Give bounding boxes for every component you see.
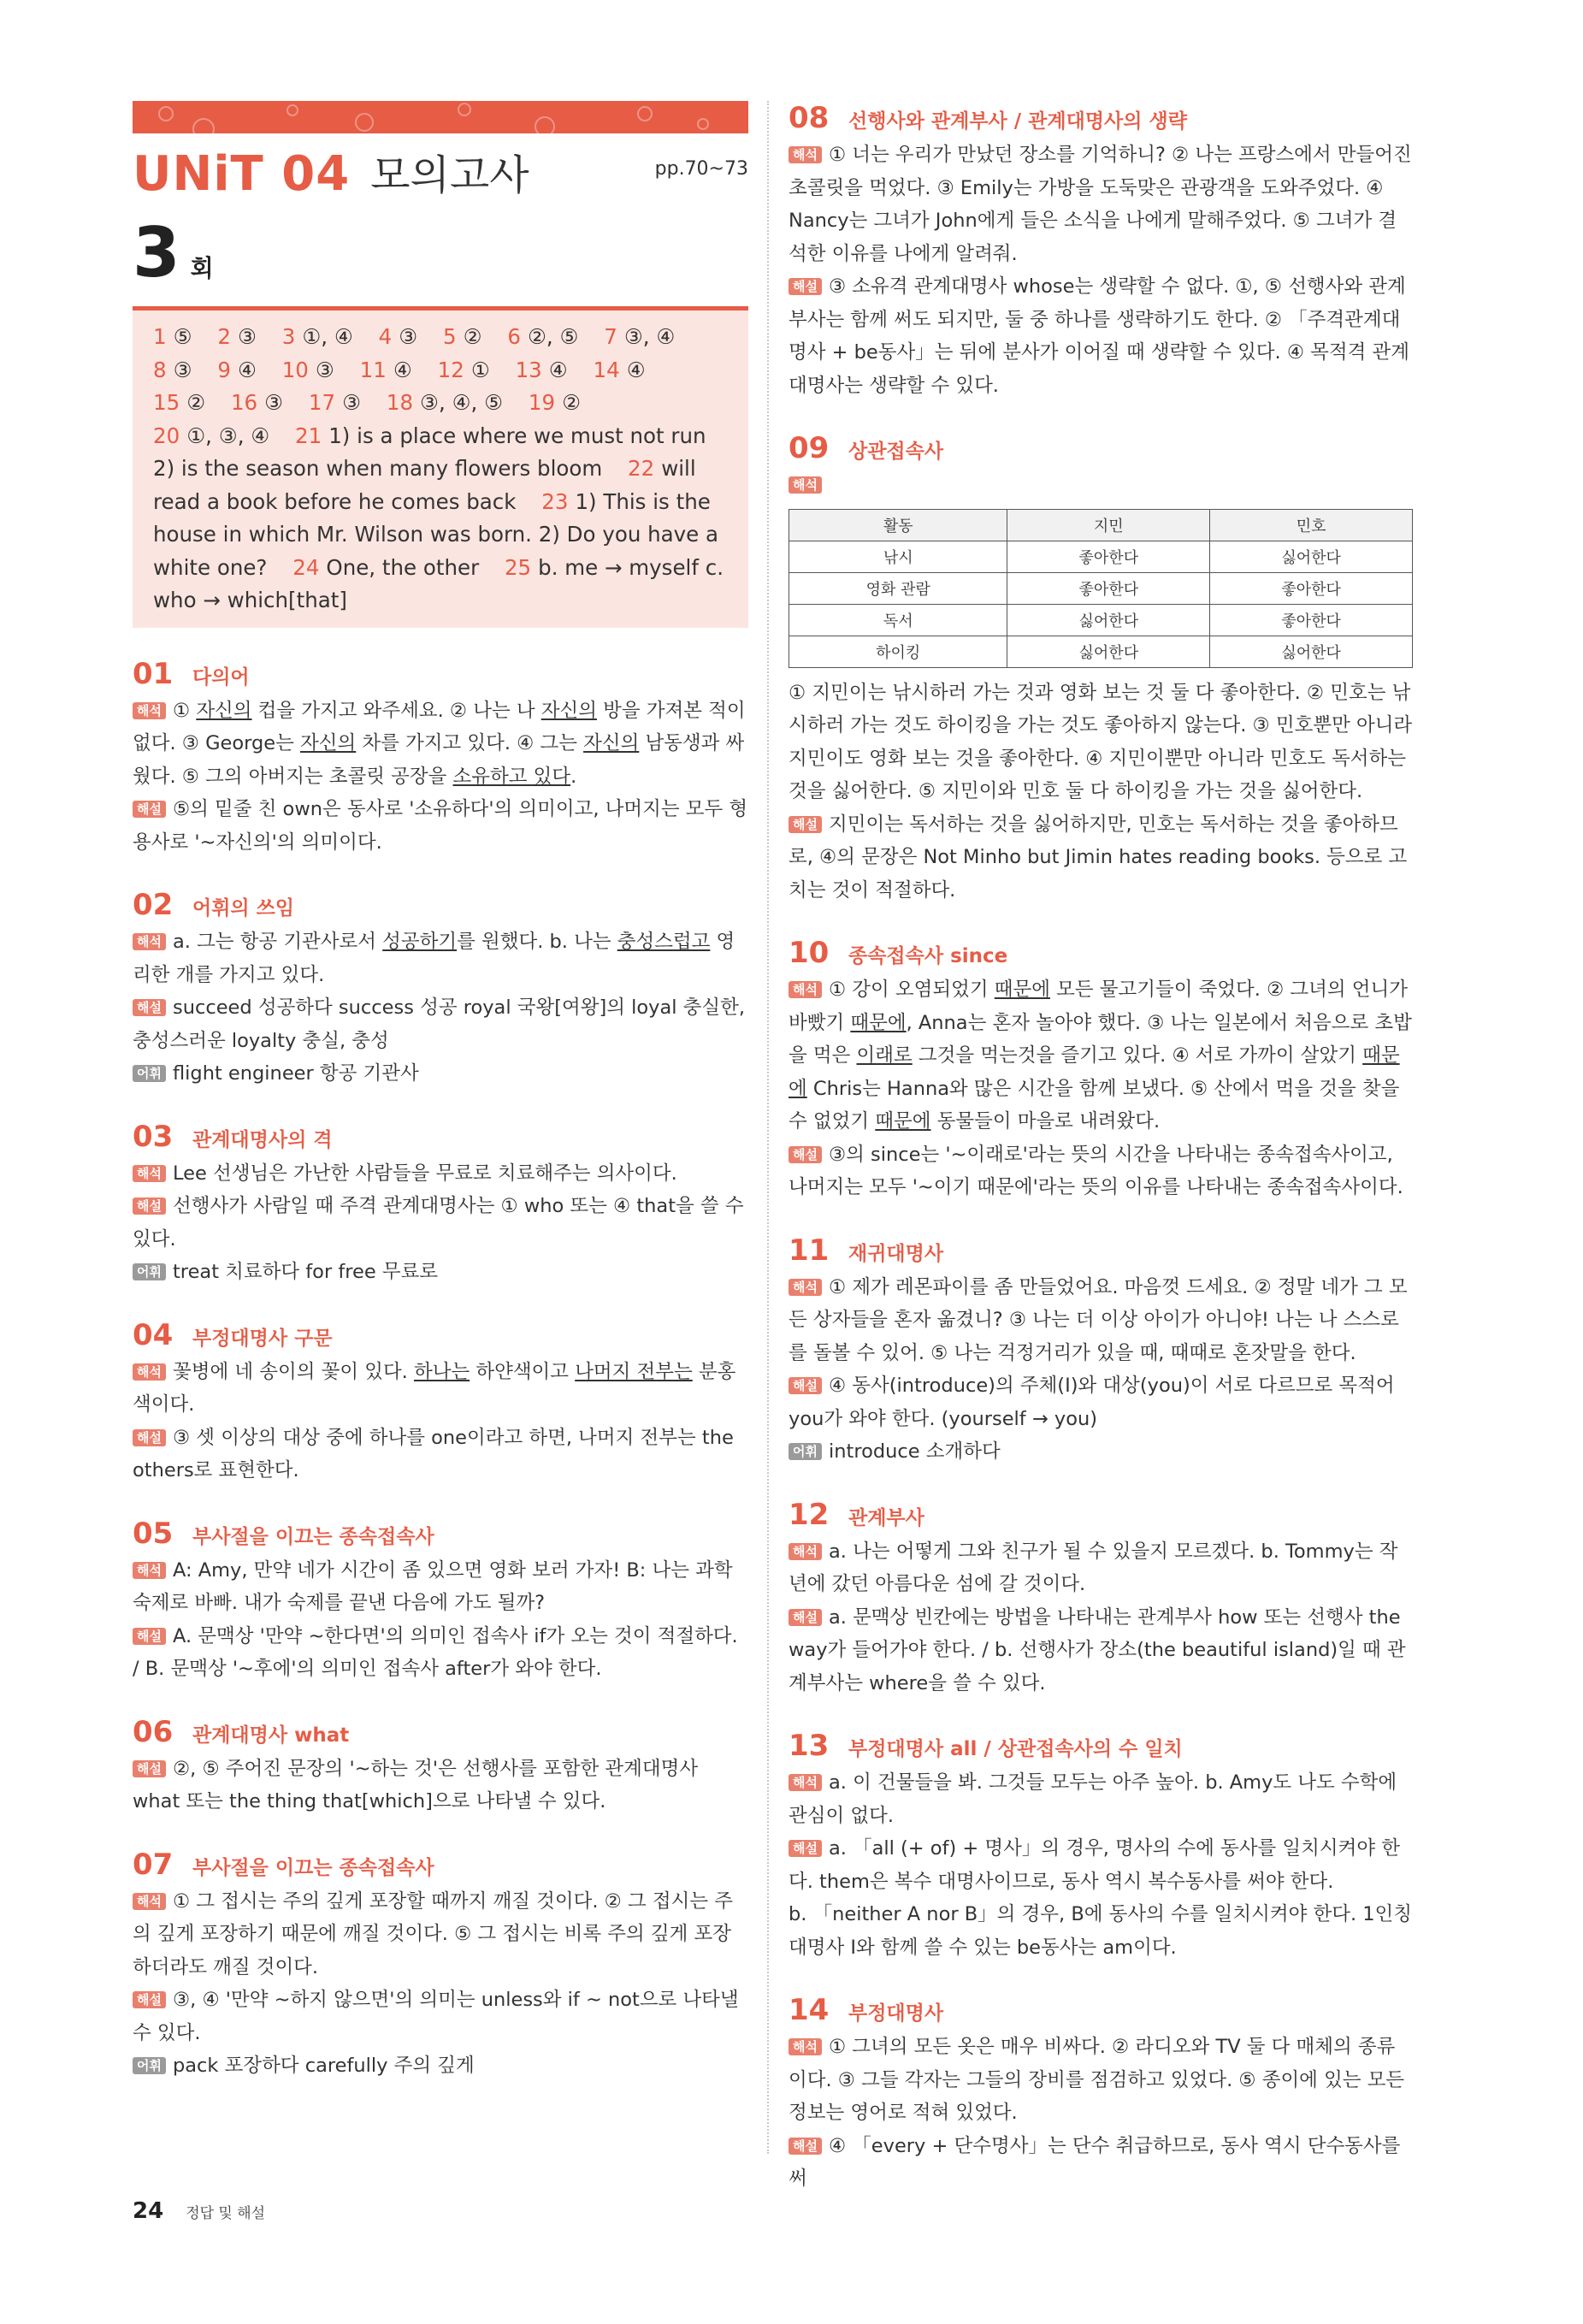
vocabulary <box>133 2049 748 2083</box>
answer-item <box>360 358 412 382</box>
translation <box>133 925 748 991</box>
translation: 해석 ① 자신의 컵을 가지고 와주세요. ② 나는 나 자신의 방을 가져본 적이 없다. ③ George는 자신의 차를 가지고 있다. ④ 그는 자신의 남동생과 싸웠다. ⑤ 그의 아버지는 초콜릿 공장을 소유하고 있다. <box>133 699 746 788</box>
text: 하얀색이고 <box>470 1360 576 1383</box>
explanation <box>789 1601 1413 1700</box>
text: a. 그는 항공 기관사로서 <box>172 931 383 953</box>
translation-tag: 해석 <box>789 146 822 163</box>
underlined-text: 자신의 <box>583 732 640 754</box>
text: 남동생과 싸웠다. ⑤ 그의 아버지는 초콜릿 공장을 <box>133 732 745 788</box>
text: 영리한 개를 가지고 있다. <box>133 931 735 986</box>
answer-number: 18 <box>386 390 414 415</box>
answer-number: 24 <box>292 554 320 580</box>
section-header <box>133 657 748 695</box>
answer-number: 1 <box>153 324 167 349</box>
answer-number: 4 <box>378 324 393 349</box>
answer-number: 9 <box>217 357 231 382</box>
table-row <box>789 604 1413 636</box>
translation <box>789 1535 1413 1601</box>
translation-text: A: Amy, 만약 네가 시간이 좀 있으면 영화 보러 가자! B: 나는 과학 숙제로 바빠. 내가 숙제를 끝낸 다음에 가도 될까? <box>133 1558 733 1614</box>
explanation-text: a. 「all (+ of) + 명사」의 경우, 명사의 수에 동사를 일치시켜야 한다. them은 복수 대명사이므로, 동사 역시 복수동사를 써야 한다. <box>789 1837 1400 1893</box>
table-header-cell: 지민 <box>1007 509 1210 541</box>
vocab-tag: 어휘 <box>789 1443 822 1460</box>
translation-tag: 해석 <box>133 1893 166 1910</box>
underlined-text: 자신의 <box>540 699 597 722</box>
section-title: 부사절을 이끄는 종속접속사 <box>192 1856 434 1879</box>
answer-item <box>507 324 578 349</box>
underlined-text: 성공하기 <box>382 931 458 953</box>
vocab-text: introduce 소개하다 <box>828 1440 1001 1463</box>
explanation <box>789 270 1413 402</box>
unit-label: UNiT 04 <box>133 146 351 202</box>
underlined-text: 때문에 <box>994 979 1050 1001</box>
table-cell: 좋아한다 <box>1007 572 1210 604</box>
explanation-tag: 해설 <box>789 2138 822 2155</box>
table-cell: 좋아한다 <box>1007 541 1210 572</box>
text: 컵을 가지고 와주세요. ② 나는 나 <box>251 699 541 722</box>
answer-key <box>133 310 748 628</box>
section-header <box>133 1517 748 1554</box>
text: , Anna는 혼자 놀아야 했다. ③ 나는 일본에서 처음으로 초밥을 먹은 <box>789 1011 1412 1067</box>
explanation-text: ③ 소유격 관계대명사 whose는 생략할 수 없다. ①, ⑤ 선행사와 관계부사는 함께 써도 되지만, 둘 중 하나를 생략하기도 한다. ② 「주격관계대명사 + be동사」는 뒤에 분사가 이어질 때 생략할 수 있다. ④ 목적격 관계대명사는 생략할 수 있다. <box>789 275 1410 397</box>
section-title: 다의어 <box>192 665 250 689</box>
answer-value: will read a book before he comes back <box>153 456 696 514</box>
section-number: 03 <box>133 1119 174 1154</box>
explanation <box>789 1832 1413 1898</box>
explanation-tag: 해설 <box>133 1197 166 1215</box>
preference-table <box>789 509 1413 668</box>
underlined-text: 이래로 <box>856 1044 913 1067</box>
table-cell: 하이킹 <box>789 636 1007 667</box>
answer-number: 22 <box>628 456 655 481</box>
translation-tag: 해석 <box>133 702 166 719</box>
answer-item <box>282 358 334 382</box>
explanation <box>133 1753 748 1818</box>
answer-item <box>529 390 581 415</box>
explanation-text: ②, ⑤ 주어진 문장의 '~하는 것'은 선행사를 포함한 관계대명사 what 또는 the thing that[which]으로 나타낼 수 있다. <box>133 1757 699 1812</box>
underlined-text: 때문에 <box>875 1110 931 1132</box>
answer-value: ④ <box>548 357 568 382</box>
vocab-tag: 어휘 <box>133 1263 166 1280</box>
vocab-text: treat 치료하다 for free 무료로 <box>172 1261 439 1283</box>
table-header-cell: 활동 <box>789 509 1007 541</box>
answer-item <box>153 358 192 382</box>
right-column <box>789 101 1413 2196</box>
round-number: 3 <box>133 213 180 293</box>
answer-number: 3 <box>281 324 296 349</box>
section-title: 상관접속사 <box>848 441 944 463</box>
answer-number: 16 <box>230 390 258 415</box>
answer-value: ③ <box>173 357 192 382</box>
text: ① <box>172 699 197 722</box>
answer-value: One, the other <box>326 554 480 580</box>
explanation <box>133 1620 748 1686</box>
section-number: 10 <box>789 936 830 970</box>
text: Chris는 Hanna와 많은 시간을 함께 보냈다. ⑤ 산에서 먹을 것을 찾을 수 없었기 <box>789 1077 1400 1132</box>
answer-value: ③, ④, ⑤ <box>420 390 504 415</box>
section-header <box>789 936 1413 973</box>
vocab-tag: 어휘 <box>133 1065 166 1082</box>
explanation-tag: 해설 <box>789 1609 822 1626</box>
translation <box>789 2031 1413 2130</box>
translation-tag: 해석 <box>789 1279 822 1296</box>
translation <box>133 1554 748 1620</box>
explanation-text: 지민이는 독서하는 것을 싫어하지만, 민호는 독서하는 것을 좋아하므로, ④의 문장은 Not Minho but Jimin hates reading books. 등으로 고치는 것이 적절하다. <box>789 813 1408 902</box>
section-title: 부정대명사 <box>848 2002 944 2025</box>
translation <box>133 1157 748 1191</box>
section-number: 05 <box>133 1516 174 1551</box>
underlined-text: 때문에 <box>789 1044 1400 1100</box>
section-number: 11 <box>789 1233 830 1268</box>
text: 분홍색이다. <box>133 1360 736 1416</box>
table-header-cell: 민호 <box>1210 509 1413 541</box>
explanation-text: b. 「neither A nor B」의 경우, B에 동사의 수를 일치시켜야 한다. 1인칭 대명사 I와 함께 쓸 수 있는 be동사는 am이다. <box>789 1903 1413 1959</box>
answer-value: ④ <box>393 357 412 382</box>
section-number: 12 <box>789 1497 830 1532</box>
answer-item <box>217 324 257 349</box>
table-cell: 영화 관람 <box>789 572 1007 604</box>
section-07 <box>133 1848 748 2083</box>
section-number: 02 <box>133 888 174 922</box>
underlined-text: 때문에 <box>850 1011 907 1034</box>
table-cell: 좋아한다 <box>1210 572 1413 604</box>
answer-value: ③ <box>399 324 418 349</box>
translation <box>789 1766 1413 1832</box>
translation-tag: 해석 <box>789 2038 822 2055</box>
explanation-text: 선행사가 사람일 때 주격 관계대명사는 ① who 또는 ④ that을 쓸 수 있다. <box>133 1195 744 1251</box>
section-header <box>789 431 1413 469</box>
table-cell: 싫어한다 <box>1007 636 1210 667</box>
explanation-tag: 해설 <box>789 1146 822 1163</box>
section-header <box>133 1715 748 1753</box>
answer-item <box>438 358 490 382</box>
section-header <box>133 888 748 925</box>
answer-value: ③ <box>342 390 362 415</box>
answer-item <box>153 390 205 415</box>
explanation-tag: 해설 <box>133 1628 166 1645</box>
translation <box>133 1885 748 1984</box>
answer-value: ②, ⑤ <box>527 324 579 349</box>
explanation-text: ④ 「every + 단수명사」는 단수 취급하므로, 동사 역시 단수동사를 써 <box>789 2134 1401 2190</box>
section-number: 14 <box>789 1993 830 2027</box>
answer-number: 8 <box>153 357 167 382</box>
section-12 <box>789 1498 1413 1700</box>
text: 방을 가져본 적이 없다. ③ George는 <box>133 699 746 754</box>
explanation-text: ③, ④ '만약 ~하지 않으면'의 의미는 unless와 if ~ not으로 나타낼 수 있다. <box>133 1989 739 2044</box>
answer-value: ② <box>186 390 206 415</box>
underlined-text: 자신의 <box>196 699 252 722</box>
explanation <box>789 1138 1413 1204</box>
text: 그것을 먹는것을 즐기고 있다. ④ 서로 가까이 살았기 <box>912 1044 1363 1067</box>
section-header <box>133 1318 748 1356</box>
page-range: pp.70~73 <box>654 158 748 180</box>
explanation-text: ③ 셋 이상의 대상 중에 하나를 one이라고 하면, 나머지 전부는 the others로 표현한다. <box>133 1426 734 1481</box>
table-header-row <box>789 509 1413 541</box>
answer-item <box>231 390 283 415</box>
translation-text: Lee 선생님은 가난한 사람들을 무료로 치료해주는 의사이다. <box>172 1162 677 1185</box>
answer-number: 5 <box>442 324 457 349</box>
section-number: 07 <box>133 1847 174 1882</box>
explanation-tag: 해설 <box>133 999 166 1016</box>
unit-header <box>133 140 748 200</box>
answer-value: ③ <box>315 357 334 382</box>
vocab-text: pack 포장하다 carefully 주의 깊게 <box>172 2055 475 2077</box>
explanation-tag: 해설 <box>789 1840 822 1857</box>
explanation-continued <box>789 1898 1413 1964</box>
text: 모든 물고기들이 죽었다. ② 그녀의 언니가 바빴기 <box>789 979 1408 1034</box>
answer-number: 23 <box>541 488 569 514</box>
table-cell: 싫어한다 <box>1007 604 1210 636</box>
answer-number: 20 <box>153 423 180 448</box>
section-title: 관계대명사의 격 <box>192 1128 333 1151</box>
explanation-tag: 해설 <box>133 1429 166 1446</box>
footer-label: 정답 및 해설 <box>186 2205 266 2222</box>
answer-item <box>153 324 192 349</box>
section-11 <box>789 1233 1413 1469</box>
answer-item <box>379 324 418 349</box>
section-header <box>789 1233 1413 1271</box>
explanation <box>789 808 1413 908</box>
vocabulary <box>789 1435 1413 1469</box>
section-title: 선행사와 관계부사 / 관계대명사의 생략 <box>848 110 1187 133</box>
section-03 <box>133 1120 748 1289</box>
section-number: 01 <box>133 656 174 691</box>
section-01 <box>133 657 748 860</box>
explanation <box>789 2130 1413 2196</box>
section-header <box>789 101 1413 139</box>
section-title: 부정대명사 all / 상관접속사의 수 일치 <box>848 1738 1183 1760</box>
column-divider <box>767 101 769 2154</box>
section-header <box>789 1729 1413 1766</box>
answer-item <box>387 390 503 415</box>
left-column <box>133 101 748 2083</box>
explanation <box>133 1190 748 1256</box>
translation <box>789 1271 1413 1370</box>
section-05 <box>133 1517 748 1686</box>
vocab-text: flight engineer 항공 기관사 <box>172 1062 419 1085</box>
translation-tag: 해석 <box>133 1363 166 1381</box>
explanation-text: ⑤의 밑줄 친 own은 동사로 '소유하다'의 의미이고, 나머지는 모두 형용사로 '~자신의'의 의미이다. <box>133 798 748 854</box>
explanation <box>133 991 748 1057</box>
translation-tag: 해석 <box>789 1774 822 1791</box>
answer-value: ④ <box>626 357 646 382</box>
section-title: 어휘의 쓰임 <box>192 897 295 920</box>
translation-text: a. 이 건물들을 봐. 그것들 모두는 아주 높아. b. Amy도 나도 수학에 관심이 없다. <box>789 1771 1397 1827</box>
answer-value: ② <box>463 324 482 349</box>
section-header <box>789 1498 1413 1535</box>
answer-item <box>516 358 568 382</box>
vocabulary <box>133 1057 748 1091</box>
page-number: 24 <box>133 2198 164 2224</box>
explanation <box>789 1369 1413 1435</box>
explanation-text: succeed 성공하다 success 성공 royal 국왕[여왕]의 loyal 충실한, 충성스러운 loyalty 충실, 충성 <box>133 996 745 1052</box>
translation <box>133 1356 748 1422</box>
answer-item <box>282 324 353 349</box>
answer-number: 25 <box>504 554 532 580</box>
answer-item <box>309 390 361 415</box>
answer-value: ① <box>470 357 490 382</box>
answer-value: b. me → myself c. who → which[that] <box>153 554 724 612</box>
answer-value: ③ <box>237 324 257 349</box>
answer-number: 15 <box>153 390 180 415</box>
table-cell: 낚시 <box>789 541 1007 572</box>
section-title: 종속접속사 since <box>848 945 1008 967</box>
explanation-tag: 해설 <box>789 816 822 833</box>
answer-value: ①, ④ <box>302 324 353 349</box>
answer-item <box>153 423 269 448</box>
round-suffix: 회 <box>190 254 214 282</box>
underlined-text: 자신의 <box>300 732 357 754</box>
explanation-text: a. 문맥상 빈칸에는 방법을 나타내는 관계부사 how 또는 선행사 the way가 들어가야 한다. / b. 선행사가 장소(the beautiful island)일 때 관계부사는 where을 쓸 수 있다. <box>789 1606 1406 1694</box>
answer-value: ④ <box>237 357 257 382</box>
text: 차를 가지고 있다. ④ 그는 <box>356 732 584 754</box>
translation-tag: 해석 <box>789 1543 822 1560</box>
answer-number: 12 <box>437 357 464 382</box>
translation-text: ① 그녀의 모든 옷은 매우 비싸다. ② 라디오와 TV 둘 다 매체의 종류이다. ③ 그들 각자는 그들의 장비를 점검하고 있었다. ⑤ 종이에 있는 모든 정보는 영어로 적혀 있었다. <box>789 2036 1405 2124</box>
section-header <box>789 1993 1413 2031</box>
translation-text: a. 나는 어떻게 그와 친구가 될 수 있을지 모르겠다. b. Tommy는 작년에 갔던 아름다운 섬에 갈 것이다. <box>789 1540 1398 1595</box>
section-number: 06 <box>133 1714 174 1749</box>
section-title: 관계부사 <box>848 1506 924 1529</box>
explanation-tag: 해설 <box>133 1760 166 1777</box>
text: 꽃병에 네 송이의 꽃이 있다. <box>172 1360 414 1383</box>
section-08 <box>789 101 1413 402</box>
section-02 <box>133 888 748 1091</box>
underlined-text: 충성스럽고 <box>617 931 711 953</box>
section-header <box>133 1848 748 1885</box>
table-row <box>789 572 1413 604</box>
translation-tag: 해석 <box>133 933 166 950</box>
explanation-tag: 해설 <box>789 1377 822 1394</box>
answer-item <box>292 555 479 580</box>
answer-number: 17 <box>308 390 336 415</box>
table-cell: 싫어한다 <box>1210 636 1413 667</box>
answer-number: 14 <box>593 357 620 382</box>
translation-label <box>789 469 1413 502</box>
underlined-text: 소유하고 있다 <box>452 765 571 788</box>
translation <box>789 139 1413 270</box>
answer-number: 19 <box>528 390 556 415</box>
answer-item <box>594 358 646 382</box>
answer-item <box>217 358 257 382</box>
section-number: 04 <box>133 1317 174 1352</box>
underlined-text: 나머지 전부는 <box>575 1360 693 1383</box>
section-13 <box>789 1729 1413 1964</box>
unit-banner <box>133 101 748 133</box>
table-cell: 좋아한다 <box>1210 604 1413 636</box>
explanation-tag: 해설 <box>789 278 822 295</box>
translation-tag: 해석 <box>789 981 822 998</box>
explanation-text: A. 문맥상 '만약 ~한다면'의 의미인 접속사 if가 오는 것이 적절하다. / B. 문맥상 '~후에'의 의미인 접속사 after가 와야 한다. <box>133 1624 738 1680</box>
text: 를 원했다. b. 나는 <box>457 931 617 953</box>
explanation-tag: 해설 <box>133 801 166 818</box>
section-14 <box>789 1993 1413 2196</box>
explanation-tag: 해설 <box>133 1991 166 2008</box>
translation-text: ① 너는 우리가 만났던 장소를 기억하니? ② 나는 프랑스에서 만들어진 초콜릿을 먹었다. ③ Emily는 가방을 도둑맞은 관광객을 도와주었다. ④ Nancy는 그녀가 John에게 들은 소식을 나에게 말해주었다. ⑤ 그녀가 결석한 이유를 나에게 알려줘. <box>789 144 1412 265</box>
section-06 <box>133 1715 748 1818</box>
underlined-text: 하나는 <box>413 1360 470 1383</box>
answer-number: 7 <box>604 324 617 349</box>
answer-number: 13 <box>515 357 542 382</box>
translation-tag: 해석 <box>133 1165 166 1182</box>
translation-text: ① 제가 레몬파이를 좀 만들었어요. 마음껏 드세요. ② 정말 네가 그 모든 상자들을 혼자 옮겼니? ③ 나는 더 이상 아이가 아니야! 나는 나 스스로를 돌볼 수 있어. ⑤ 나는 걱정거리가 있을 때, 때때로 혼잣말을 한다. <box>789 1275 1408 1364</box>
section-number: 09 <box>789 431 830 465</box>
table-cell: 싫어한다 <box>1210 541 1413 572</box>
answer-value: ①, ③, ④ <box>186 423 270 448</box>
answer-number: 11 <box>359 357 387 382</box>
answer-value: ③ <box>264 390 284 415</box>
explanation <box>133 1984 748 2049</box>
translation-tag: 해석 <box>133 1562 166 1579</box>
vocab-tag: 어휘 <box>133 2057 166 2074</box>
answer-value: 1) is a place where we must not run 2) is the season when many flowers bloom <box>153 423 706 481</box>
answer-value: ③, ④ <box>623 324 676 349</box>
translation <box>789 677 1413 808</box>
translation <box>789 973 1413 1138</box>
answer-number: 21 <box>295 423 322 448</box>
section-number: 08 <box>789 101 830 135</box>
section-04 <box>133 1318 748 1487</box>
page-footer <box>133 2198 265 2224</box>
table-row <box>789 636 1413 667</box>
explanation-text: ③의 since는 '~이래로'라는 뜻의 시간을 나타내는 종속접속사이고, 나머지는 모두 '~이기 때문에'라는 뜻의 이유를 나타내는 종속접속사이다. <box>789 1143 1403 1198</box>
round-heading <box>133 210 748 293</box>
explanation <box>133 793 748 859</box>
answer-item <box>604 324 675 349</box>
answer-number: 6 <box>507 324 521 349</box>
vocabulary <box>133 1256 748 1289</box>
explanation-text: ④ 동사(introduce)의 주체(I)와 대상(you)이 서로 다르므로 목적어 you가 와야 한다. (yourself → you) <box>789 1375 1395 1430</box>
table-row <box>789 541 1413 572</box>
translation-tag: 해석 <box>789 476 822 494</box>
section-09 <box>789 431 1413 907</box>
section-header <box>133 1120 748 1157</box>
explanation <box>133 1422 748 1487</box>
answer-number: 2 <box>217 324 231 349</box>
section-title: 관계대명사 what <box>192 1724 350 1747</box>
answer-value: 1) This is the house in which Mr. Wilson was born. 2) Do you have a white one? <box>153 488 719 580</box>
section-10 <box>789 936 1413 1204</box>
text: 동물들이 마을로 내려왔다. <box>930 1110 1161 1132</box>
translation-text: ① 지민이는 낚시하러 가는 것과 영화 보는 것 둘 다 좋아한다. ② 민호는 낚시하러 가는 것도 하이킹을 가는 것도 좋아하지 않는다. ③ 민호뿐만 아니라 지민이도 영화 보는 것을 좋아한다. ④ 지민이뿐만 아니라 민호도 독서하는 것을 싫어한다. ⑤ 지민이와 민호 둘 다 하이킹을 가는 것을 싫어한다. <box>789 681 1413 802</box>
section-number: 13 <box>789 1729 830 1763</box>
answer-value: ⑤ <box>173 324 192 349</box>
translation-text: ① 그 접시는 주의 깊게 포장할 때까지 깨질 것이다. ② 그 접시는 주의 깊게 포장하기 때문에 깨질 것이다. ⑤ 그 접시는 비록 주의 깊게 포장하더라도 깨질 것이다. <box>133 1889 733 1978</box>
answer-value: ② <box>562 390 582 415</box>
answer-number: 10 <box>281 357 309 382</box>
section-title: 부사절을 이끄는 종속접속사 <box>192 1525 434 1548</box>
table-cell: 독서 <box>789 604 1007 636</box>
answer-item <box>443 324 482 349</box>
unit-title: 모의고사 <box>370 151 529 199</box>
section-title: 부정대명사 구문 <box>192 1327 333 1350</box>
section-title: 재귀대명사 <box>848 1242 944 1265</box>
text: ① 강이 오염되었기 <box>828 979 995 1001</box>
